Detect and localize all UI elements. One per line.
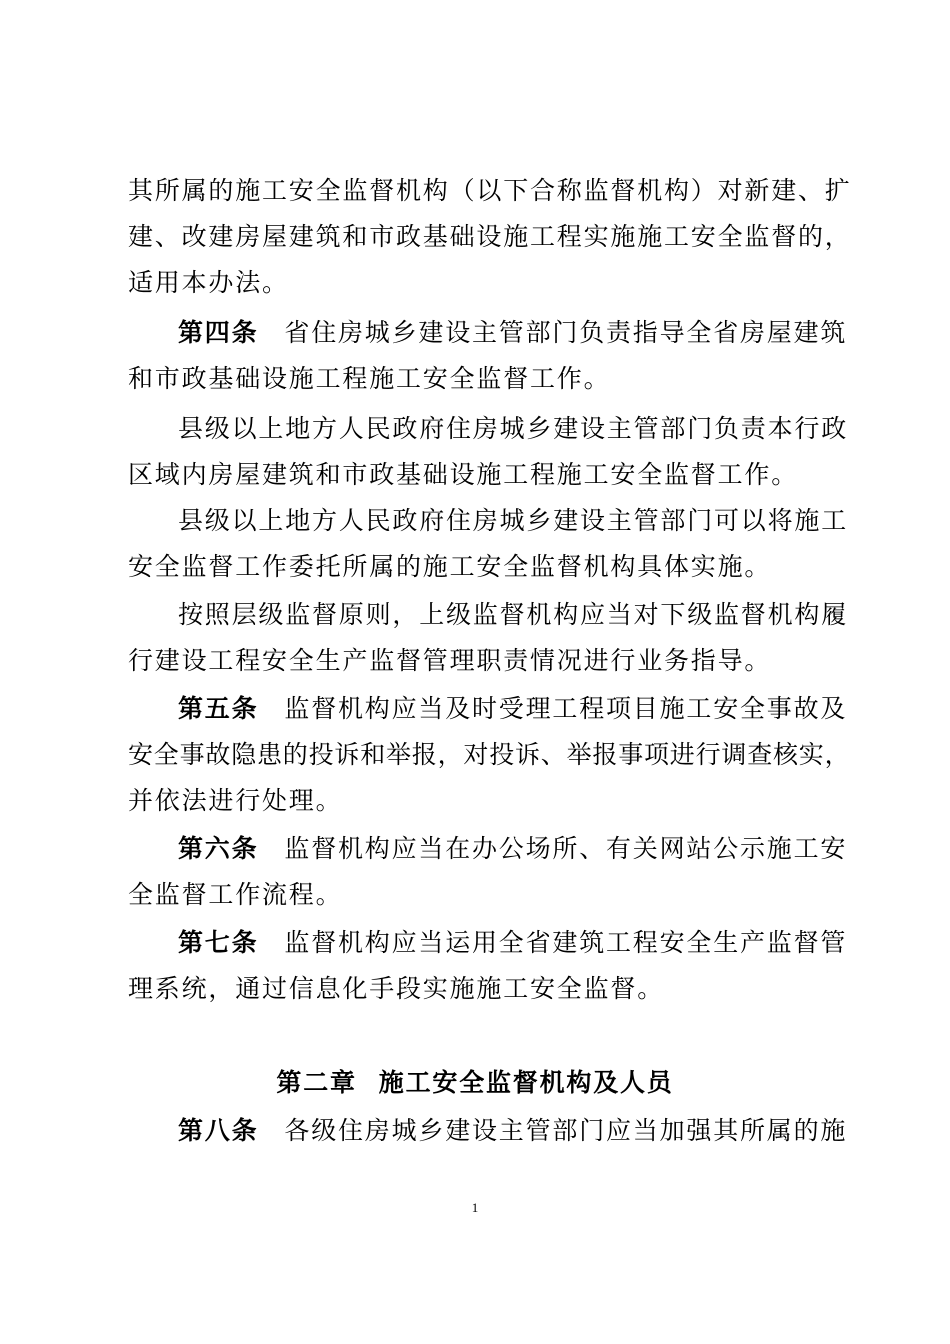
text-line: 并依法进行处理。: [128, 786, 343, 815]
text-line: 区域内房屋建筑和市政基础设施工程施工安全监督工作。: [128, 460, 799, 489]
article-6-label: 第六条: [178, 834, 259, 863]
text-line: 全监督工作流程。: [128, 880, 343, 909]
text-line: 其所属的施工安全监督机构（以下合称监督机构）对新建、扩: [128, 176, 852, 205]
text-line: 理系统，通过信息化手段实施施工安全监督。: [128, 974, 665, 1003]
article-7-label: 第七条: [178, 928, 259, 957]
article-4-line: [178, 318, 847, 348]
text-line: 行建设工程安全生产监督管理职责情况进行业务指导。: [128, 646, 772, 675]
text-line: 安全监督工作委托所属的施工安全监督机构具体实施。: [128, 552, 772, 581]
chapter-title: 施工安全监督机构及人员: [378, 1068, 674, 1097]
article-4-text: 省住房城乡建设主管部门负责指导全省房屋建筑: [284, 318, 848, 347]
article-7-line: [178, 928, 847, 958]
article-8-text: 各级住房城乡建设主管部门应当加强其所属的施: [284, 1116, 848, 1145]
article-6-line: [178, 834, 847, 864]
article-8-label: 第八条: [178, 1116, 259, 1145]
article-8-line: [178, 1116, 847, 1146]
page-number: 1: [471, 1200, 479, 1215]
text-line: 县级以上地方人民政府住房城乡建设主管部门负责本行政: [178, 414, 849, 443]
chapter-number: 第二章: [276, 1068, 357, 1097]
chapter-heading: [0, 1068, 950, 1098]
article-5-text: 监督机构应当及时受理工程项目施工安全事故及: [284, 694, 848, 723]
article-5-line: [178, 694, 847, 724]
article-7-text: 监督机构应当运用全省建筑工程安全生产监督管: [284, 928, 848, 957]
text-line: 安全事故隐患的投诉和举报，对投诉、举报事项进行调查核实，: [128, 740, 851, 769]
text-line: 县级以上地方人民政府住房城乡建设主管部门可以将施工: [178, 506, 849, 535]
article-6-text: 监督机构应当在办公场所、有关网站公示施工安: [284, 834, 848, 863]
text-line: 适用本办法。: [128, 268, 289, 297]
article-4-label: 第四条: [178, 318, 259, 347]
text-line: 按照层级监督原则，上级监督机构应当对下级监督机构履: [178, 600, 849, 629]
text-line: 建、改建房屋建筑和市政基础设施工程实施施工安全监督的，: [128, 222, 852, 251]
text-line: 和市政基础设施工程施工安全监督工作。: [128, 364, 611, 393]
article-5-label: 第五条: [178, 694, 259, 723]
